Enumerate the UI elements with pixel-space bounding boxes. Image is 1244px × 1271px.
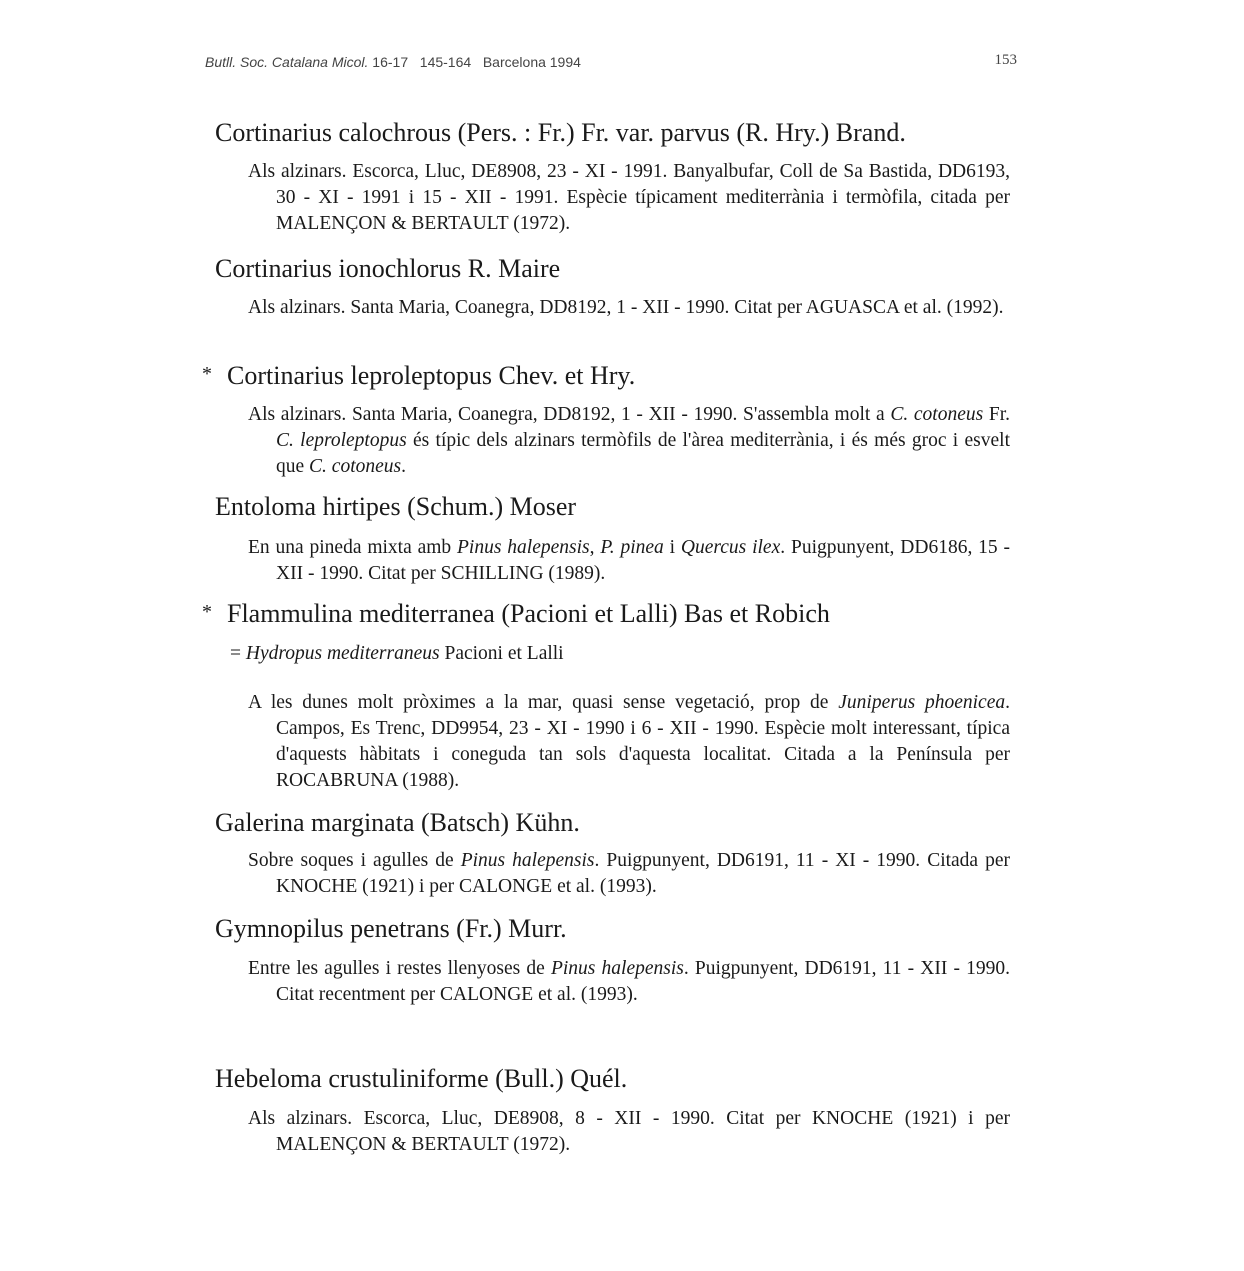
page-number: 153	[994, 52, 1017, 68]
description-text: A les dunes molt pròximes a la mar, quasi sense vegetació, prop de Juniperus phoenicea. Campos, Es Trenc, DD9954, 23 - XI - 1990 i 6 - XII - 1990. Espècie molt interessant, típica d'aquests hàbitats i coneguda tan sols d'aquesta localitat. Citada a la Península per ROCABRUNA (1988).	[248, 692, 1010, 791]
description-text: Sobre soques i agulles de Pinus halepensis. Puigpunyent, DD6191, 11 - XI - 1990. Citada per KNOCHE (1921) i per CALONGE et al. (1993).	[248, 850, 1011, 897]
species-description	[248, 535, 1010, 587]
description-text: Als alzinars. Santa Maria, Coanegra, DD8192, 1 - XII - 1990. Citat per AGUASCA et al. (1992).	[248, 297, 1004, 318]
synonym-line: = Hydropus mediterraneus Pacioni et Lalli	[230, 643, 564, 664]
species-title: Hebeloma crustuliniforme (Bull.) Quél.	[215, 1064, 628, 1093]
description-text: Als alzinars. Escorca, Lluc, DE8908, 8 - XII - 1990. Citat per KNOCHE (1921) i per MALENÇON & BERTAULT (1972).	[248, 1108, 1010, 1155]
species-description	[248, 1106, 1010, 1158]
description-text: Als alzinars. Escorca, Lluc, DE8908, 23 - XI - 1991. Banyalbufar, Coll de Sa Bastida, DD6193, 30 - XI - 1991 i 15 - XII - 1991. Espècie típicament mediterrània i termòfila, citada per MALENÇON & BERTAULT (1972).	[248, 161, 1010, 234]
species-title: Cortinarius ionochlorus R. Maire	[215, 254, 561, 283]
species-description	[248, 159, 1010, 237]
journal-citation	[205, 54, 581, 70]
species-title: Cortinarius calochrous (Pers. : Fr.) Fr. var. parvus (R. Hry.) Brand.	[215, 118, 906, 147]
journal-abbrev: Butll. Soc. Catalana Micol.	[205, 54, 369, 70]
new-record-asterisk: *	[202, 601, 212, 623]
species-title: Entoloma hirtipes (Schum.) Moser	[215, 492, 577, 521]
species-title: Galerina marginata (Batsch) Kühn.	[215, 808, 580, 837]
journal-pages: 145-164	[419, 54, 472, 70]
species-title: Gymnopilus penetrans (Fr.) Murr.	[215, 914, 567, 943]
running-header	[205, 50, 1017, 74]
species-description	[248, 690, 1010, 794]
species-description	[248, 402, 1010, 480]
new-record-asterisk: *	[202, 363, 212, 385]
species-title-text: Flammulina mediterranea (Pacioni et Lalli) Bas et Robich	[227, 599, 830, 628]
description-text: Entre les agulles i restes llenyoses de Pinus halepensis. Puigpunyent, DD6191, 11 - XII - 1990. Citat recentment per CALONGE et al. (1993).	[248, 958, 1010, 1005]
species-description	[248, 956, 1010, 1008]
species-title-starred	[202, 361, 636, 391]
journal-place-year: Barcelona 1994	[482, 54, 581, 70]
species-title-text: Cortinarius leproleptopus Chev. et Hry.	[227, 361, 636, 390]
species-description	[248, 295, 1010, 321]
species-description	[248, 848, 1010, 900]
description-text: En una pineda mixta amb Pinus halepensis, P. pinea i Quercus ilex. Puigpunyent, DD6186, 15 - XII - 1990. Citat per SCHILLING (1989).	[248, 537, 1011, 584]
species-title-starred	[202, 599, 830, 629]
journal-volume: 16-17	[372, 54, 409, 70]
description-text: Als alzinars. Santa Maria, Coanegra, DD8192, 1 - XII - 1990. S'assembla molt a C. cotoneus Fr. C. leproleptopus és típic dels alzinars termòfils de l'àrea mediterrània, i és més groc i esvelt que C. cotoneus.	[248, 404, 1010, 477]
